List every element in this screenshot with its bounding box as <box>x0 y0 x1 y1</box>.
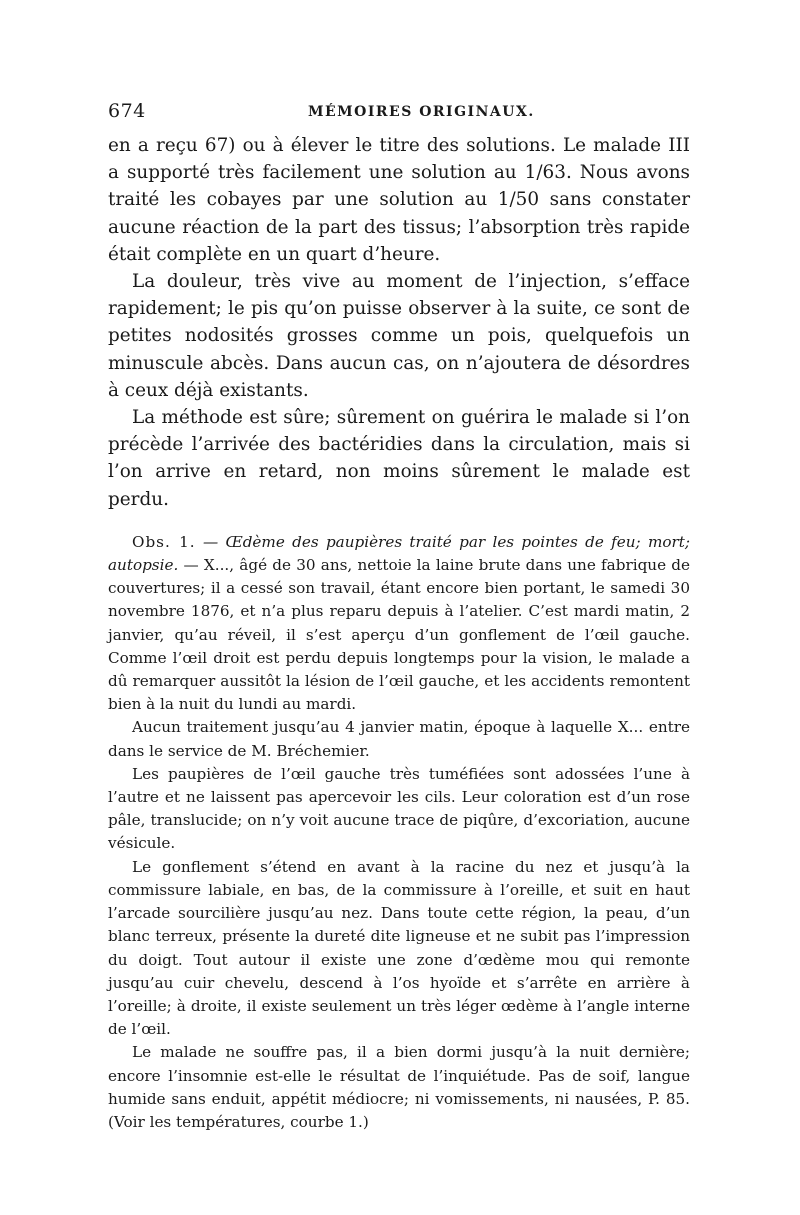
observation-title: — Œdème des paupières traité par les pointes de feu; mort; autopsie. <box>108 532 691 575</box>
observation-paragraph: Le gonflement s’étend en avant à la racine du nez et jusqu’à la commissure labiale, en bas, de la commissure à l’oreille, et suit en haut l’arcade sourcilière jusqu’au nez. Dans toute cette région, la peau, d’un blanc terreux, présente la dureté dite ligneuse et ne subit pas l’impression du doigt. Tout autour il existe une zone d’œdème mou qui remonte jusqu’au cuir chevelu, descend à l’os hyoïde et s’arrête en arrière à l’oreille; à droite, il existe seulement un très léger œdème à l’angle interne de l’œil. <box>108 857 690 1039</box>
page-header <box>108 100 688 130</box>
body-paragraph: La méthode est sûre; sûrement on guérira le malade si l’on précède l’arrivée des bactéridies dans la circulation, mais si l’on arrive en retard, non moins sûrement le malade est perdu. <box>108 407 690 510</box>
observation-paragraph: Le malade ne souffre pas, il a bien dormi jusqu’à la nuit dernière; encore l’insomnie est-elle le résultat de l’inquiétude. Pas de soif, langue humide sans enduit, appétit médiocre; ni vomissements, ni nausées, P. 85. (Voir les températures, courbe 1.) <box>108 1043 690 1131</box>
observation-intro <box>108 531 690 717</box>
page-number: 674 <box>108 100 146 122</box>
body-paragraph: en a reçu 67) ou à élever le titre des solutions. Le malade III a supporté très facilement une solution au 1/63. Nous avons traité les cobayes par une solution au 1/50 sans constater aucune réaction de la part des tissus; l’absorption très rapide était complète en un quart d’heure. <box>108 135 690 265</box>
running-head: MÉMOIRES ORIGINAUX. <box>308 104 535 120</box>
observation-label: Obs. 1. <box>132 532 196 551</box>
page-body <box>108 132 690 1134</box>
observation-first-paragraph: — X..., âgé de 30 ans, nettoie la laine brute dans une fabrique de couvertures; il a cessé son travail, étant encore bien portant, le samedi 30 novembre 1876, et n’a plus reparu depuis à l’atelier. C’est mardi matin, 2 janvier, qu’au réveil, il s’est aperçu d’un gonflement de l’œil gauche. Comme l’œil droit est perdu depuis longtemps pour la vision, le malade a dû remarquer aussitôt la lésion de l’œil gauche, et les accidents remontent bien à la nuit du lundi au mardi. <box>108 556 690 714</box>
main-text <box>108 132 690 513</box>
observation-paragraph: Aucun traitement jusqu’au 4 janvier matin, époque à laquelle X... entre dans le service de M. Bréchemier. <box>108 718 690 760</box>
observation-paragraph: Les paupières de l’œil gauche très tuméfiées sont adossées l’une à l’autre et ne laissent pas apercevoir les cils. Leur coloration est d’un rose pâle, translucide; on n’y voit aucune trace de piqûre, d’excoriation, aucune vésicule. <box>108 764 690 853</box>
body-paragraph: La douleur, très vive au moment de l’injection, s’efface rapidement; le pis qu’on puisse observer à la suite, ce sont de petites nodosités grosses comme un pois, quelquefois un minuscule abcès. Dans aucun cas, on n’ajoutera de désordres à ceux déjà existants. <box>108 271 690 401</box>
observation-section <box>108 531 690 1134</box>
